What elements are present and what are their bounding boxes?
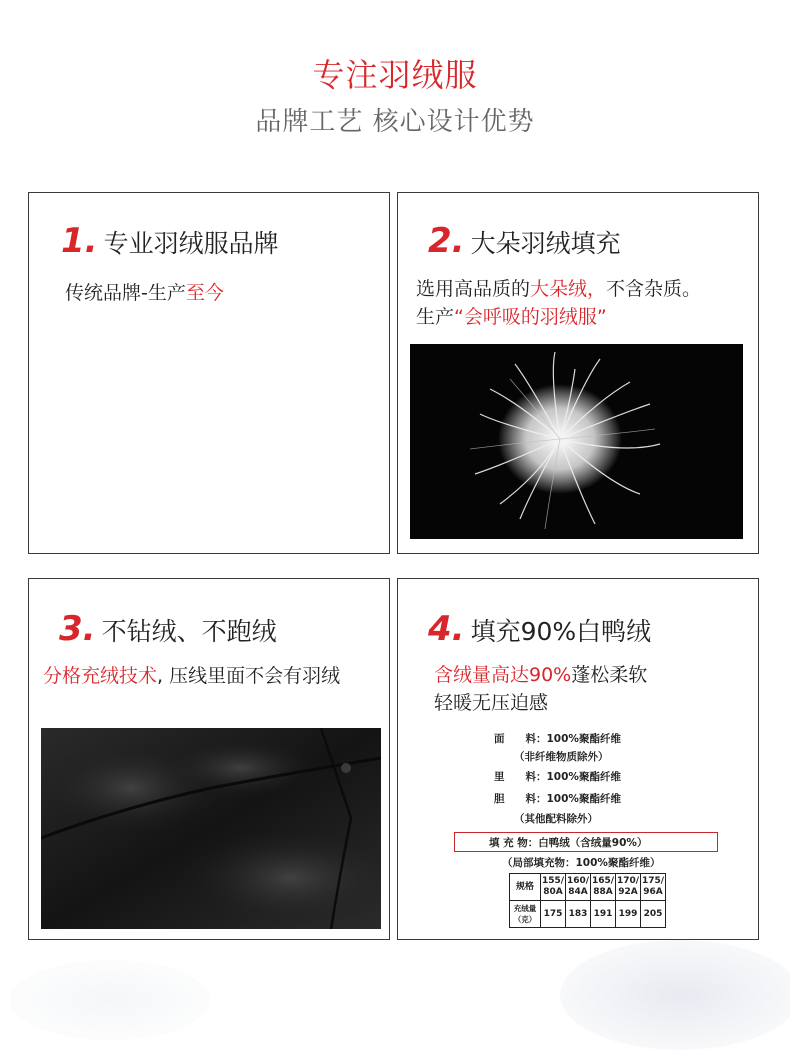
desc-highlight: “会呼吸的羽绒服” [454, 306, 607, 328]
spec-line: （局部填充物：100%聚酯纤维） [502, 857, 661, 869]
spec-line: 里 料：100%聚酯纤维 [494, 771, 621, 783]
spec-line-fill: 填 充 物：白鸭绒（含绒量90%） [489, 837, 648, 849]
fill-weight-table [509, 873, 666, 928]
table-row [510, 874, 666, 901]
feature-card-brand [28, 192, 390, 554]
desc-highlight: 至今 [185, 282, 224, 304]
card-number: 2. [428, 221, 465, 261]
card-title: 不钻绒、不跑绒 [101, 617, 277, 646]
fill-cell: 199 [616, 901, 641, 928]
size-cell: 165/ 88A [591, 874, 616, 901]
feature-card-down [397, 192, 759, 554]
desc-text: 不含杂质。 [606, 278, 702, 300]
desc-text: 选用高品质的 [416, 278, 531, 300]
fill-cell: 175 [541, 901, 566, 928]
desc-text: 传统品牌-生产 [65, 282, 186, 304]
card-description [416, 275, 701, 331]
card-description [65, 279, 224, 307]
size-cell: 175/ 96A [641, 874, 666, 901]
desc-highlight: 含绒量高达90% [434, 664, 572, 686]
spec-line: 胆 料：100%聚酯纤维 [494, 793, 621, 805]
card-title: 专业羽绒服品牌 [103, 229, 279, 258]
card-number: 4. [428, 609, 465, 649]
card-number: 1. [61, 221, 98, 261]
desc-highlight: 分格充绒技术 [43, 665, 158, 687]
size-cell: 160/ 84A [566, 874, 591, 901]
card-title: 填充90%白鸭绒 [470, 617, 652, 646]
table-header-cell: 充绒量 （克） [510, 901, 541, 928]
table-row [510, 901, 666, 928]
down-cluster-photo [410, 344, 743, 539]
spec-line: （非纤维物质除外） [514, 751, 609, 763]
down-feather-illustration [410, 344, 743, 539]
feature-card-fill [397, 578, 759, 940]
card-description [43, 662, 340, 690]
fill-cell: 183 [566, 901, 591, 928]
table-header-cell: 规格 [510, 874, 541, 901]
page-title: 专注羽绒服 [312, 56, 478, 94]
desc-text: 蓬松柔软 [571, 664, 648, 686]
page-subtitle: 品牌工艺 核心设计优势 [255, 107, 535, 137]
fill-cell: 205 [641, 901, 666, 928]
background-glow [560, 940, 790, 1050]
desc-highlight: 大朵绒， [530, 278, 607, 300]
card-heading [59, 609, 277, 649]
desc-text: 轻暖无压迫感 [434, 692, 549, 714]
size-cell: 155/ 80A [541, 874, 566, 901]
fabric-closeup-photo [41, 728, 381, 929]
card-heading [428, 609, 651, 649]
spec-line: （其他配料除外） [514, 813, 598, 825]
background-glow [10, 960, 210, 1040]
size-cell: 170/ 92A [616, 874, 641, 901]
fill-cell: 191 [591, 901, 616, 928]
desc-text: , 压线里面不会有羽绒 [157, 665, 341, 687]
card-title: 大朵羽绒填充 [470, 229, 621, 258]
spec-line: 面 料：100%聚酯纤维 [494, 733, 621, 745]
card-description [434, 661, 647, 717]
card-number: 3. [59, 609, 96, 649]
card-heading [428, 221, 621, 261]
desc-text: 生产 [416, 306, 455, 328]
card-heading [61, 221, 279, 261]
feature-card-stitching [28, 578, 390, 940]
quilted-fabric-illustration [41, 728, 381, 929]
